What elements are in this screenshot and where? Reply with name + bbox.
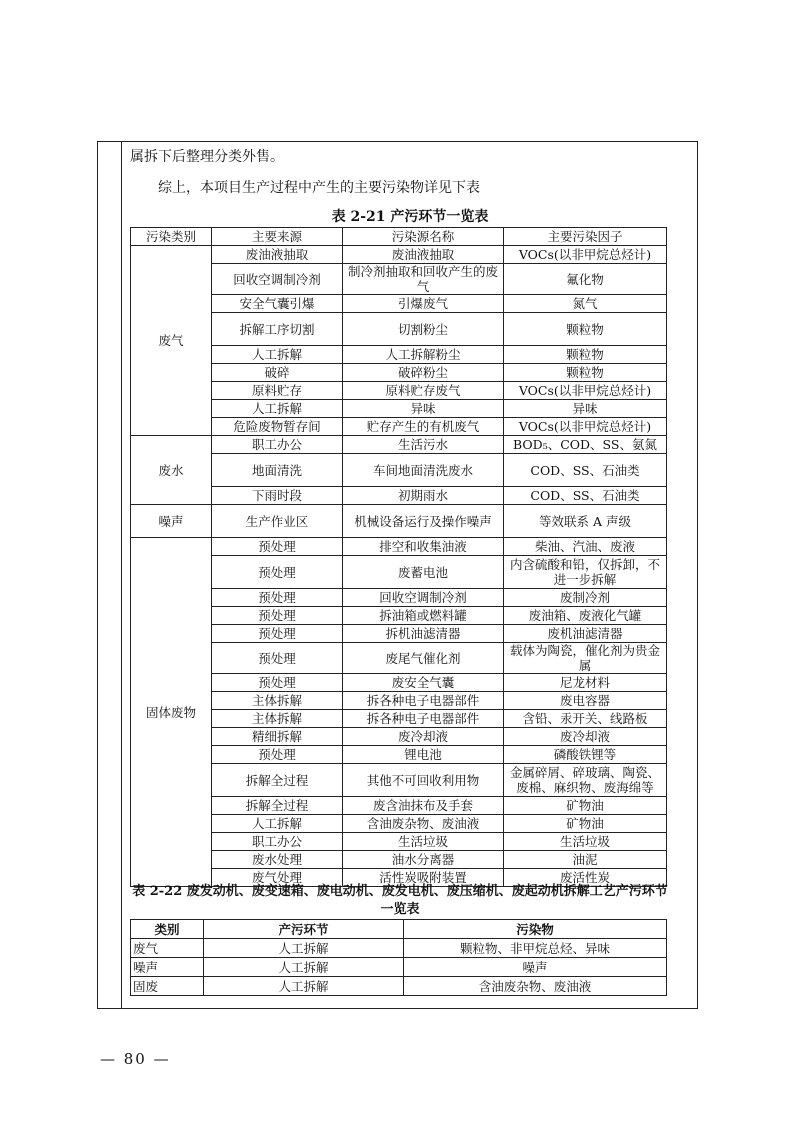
table-row (131, 851, 667, 869)
source-cell: 主体拆解 (212, 710, 343, 728)
pollutant-cell: 尼龙材料 (504, 674, 667, 692)
table-row (131, 815, 667, 833)
source-cell: 职工办公 (212, 833, 343, 851)
column-header: 主要来源 (212, 228, 343, 246)
pollution-source-cell: 人工拆解粉尘 (343, 346, 504, 364)
source-cell: 预处理 (212, 607, 343, 625)
source-cell: 拆解全过程 (212, 764, 343, 797)
column-header: 污染物 (404, 920, 667, 939)
pollution-source-cell: 油水分离器 (343, 851, 504, 869)
table-2-22-caption: 表 2-22 废发动机、废变速箱、废电动机、废发电机、废压缩机、废起动机拆解工艺产污环节一览表 (132, 884, 668, 917)
pollution-source-cell: 回收空调制冷剂 (343, 589, 504, 607)
pollution-source-cell: 机械设备运行及操作噪声 (343, 505, 504, 538)
pollution-source-cell: 活性炭吸附装置 (343, 869, 504, 887)
page-number: — 80 — (100, 1050, 171, 1068)
pollutant-cell: 金属碎屑、碎玻璃、陶瓷、废棉、麻织物、废海绵等 (504, 764, 667, 797)
source-cell: 预处理 (212, 556, 343, 589)
source-cell: 人工拆解 (212, 346, 343, 364)
pollutant-cell: 等效联系 A 声级 (504, 505, 667, 538)
pollutant-cell: 矿物油 (504, 797, 667, 815)
source-cell: 回收空调制冷剂 (212, 264, 343, 295)
intro-paragraph-line2: 综上，本项目生产过程中产生的主要污染物详见下表 (158, 180, 480, 196)
table-row (131, 364, 667, 382)
source-cell: 职工办公 (212, 436, 343, 454)
table-row (131, 487, 667, 505)
pollutant-cell: VOCs(以非甲烷总烃计) (504, 418, 667, 436)
pollutant-cell: 载体为陶瓷，催化剂为贵金属 (504, 643, 667, 674)
pollution-source-cell: 废含油抹布及手套 (343, 797, 504, 815)
table-row (131, 643, 667, 674)
table-row (131, 833, 667, 851)
pollution-source-cell: 原料贮存废气 (343, 382, 504, 400)
table-row (131, 505, 667, 538)
source-cell: 拆解全过程 (212, 797, 343, 815)
intro-paragraph-line1: 属拆下后整理分类外售。 (130, 149, 284, 165)
pollutant-cell: 颗粒物 (504, 346, 667, 364)
pollution-source-cell: 其他不可回收利用物 (343, 764, 504, 797)
source-cell: 废水处理 (212, 851, 343, 869)
pollutant-cell: 柴油、汽油、废液 (504, 538, 667, 556)
pollutant-cell: 废冷却液 (504, 728, 667, 746)
pollutant-cell: 油泥 (504, 851, 667, 869)
source-cell: 安全气囊引爆 (212, 295, 343, 313)
stage-cell: 人工拆解 (204, 958, 404, 977)
table-header-row (131, 920, 667, 939)
table-row (131, 728, 667, 746)
pollutant-cell: 颗粒物、非甲烷总烃、异味 (404, 939, 667, 958)
table-2-22 (130, 919, 667, 996)
source-cell: 精细拆解 (212, 728, 343, 746)
pollution-source-cell: 制冷剂抽取和回收产生的废气 (343, 264, 504, 295)
column-header: 主要污染因子 (504, 228, 667, 246)
table-row (131, 674, 667, 692)
pollutant-cell: 废活性炭 (504, 869, 667, 887)
pollutant-cell: COD、SS、石油类 (504, 487, 667, 505)
pollutant-cell: 噪声 (404, 958, 667, 977)
category-cell: 固体废物 (131, 538, 212, 887)
pollutant-cell: 废电容器 (504, 692, 667, 710)
pollution-source-cell: 引爆废气 (343, 295, 504, 313)
pollutant-cell: 矿物油 (504, 815, 667, 833)
pollution-source-cell: 拆各种电子电器部件 (343, 692, 504, 710)
pollution-source-cell: 生活垃圾 (343, 833, 504, 851)
pollution-source-cell: 含油废杂物、废油液 (343, 815, 504, 833)
source-cell: 预处理 (212, 538, 343, 556)
pollution-source-cell: 初期雨水 (343, 487, 504, 505)
column-header: 污染源名称 (343, 228, 504, 246)
source-cell: 地面清洗 (212, 454, 343, 487)
source-cell: 下雨时段 (212, 487, 343, 505)
column-header: 类别 (131, 920, 204, 939)
pollutant-cell: 颗粒物 (504, 313, 667, 346)
table-row (131, 939, 667, 958)
pollution-source-cell: 锂电池 (343, 746, 504, 764)
category-cell: 噪声 (131, 958, 204, 977)
pollutant-cell: COD、SS、石油类 (504, 454, 667, 487)
pollutant-cell: 氟化物 (504, 264, 667, 295)
source-cell: 预处理 (212, 674, 343, 692)
source-cell: 危险废物暂存间 (212, 418, 343, 436)
pollution-source-cell: 生活污水 (343, 436, 504, 454)
column-header: 产污环节 (204, 920, 404, 939)
source-cell: 预处理 (212, 589, 343, 607)
source-cell: 预处理 (212, 746, 343, 764)
table-row (131, 607, 667, 625)
pollution-source-cell: 废尾气催化剂 (343, 643, 504, 674)
table-row (131, 418, 667, 436)
table-row (131, 710, 667, 728)
table-row (131, 556, 667, 589)
pollution-source-cell: 废油液抽取 (343, 246, 504, 264)
pollution-source-cell: 废冷却液 (343, 728, 504, 746)
source-cell: 人工拆解 (212, 400, 343, 418)
pollution-source-cell: 拆机油滤清器 (343, 625, 504, 643)
stage-cell: 人工拆解 (204, 977, 404, 996)
category-cell: 废气 (131, 939, 204, 958)
pollutant-cell: 废油箱、废液化气罐 (504, 607, 667, 625)
pollution-source-cell: 拆油箱或燃料罐 (343, 607, 504, 625)
pollution-source-cell: 异味 (343, 400, 504, 418)
pollution-source-cell: 废安全气囊 (343, 674, 504, 692)
pollution-source-cell: 破碎粉尘 (343, 364, 504, 382)
category-cell: 废水 (131, 436, 212, 505)
table-2-21 (130, 227, 667, 887)
table-row (131, 764, 667, 797)
table-row (131, 977, 667, 996)
table-row (131, 382, 667, 400)
pollutant-cell: 含铅、汞开关、线路板 (504, 710, 667, 728)
table-row (131, 589, 667, 607)
pollutant-cell: 含油废杂物、废油液 (404, 977, 667, 996)
table-2-21-caption: 表 2-21 产污环节一览表 (331, 209, 489, 225)
pollutant-cell: 内含硫酸和铅，仅拆卸，不进一步拆解 (504, 556, 667, 589)
source-cell: 破碎 (212, 364, 343, 382)
table-row (131, 246, 667, 264)
left-margin-column (98, 142, 122, 1008)
table-row (131, 313, 667, 346)
source-cell: 废气处理 (212, 869, 343, 887)
pollutant-cell: 氮气 (504, 295, 667, 313)
category-cell: 固废 (131, 977, 204, 996)
table-row (131, 400, 667, 418)
table-header-row (131, 228, 667, 246)
pollutant-cell: 异味 (504, 400, 667, 418)
pollution-source-cell: 车间地面清洗废水 (343, 454, 504, 487)
pollutant-cell: VOCs(以非甲烷总烃计) (504, 246, 667, 264)
pollutant-cell: 生活垃圾 (504, 833, 667, 851)
pollutant-cell: BOD₅、COD、SS、氨氮 (504, 436, 667, 454)
table-row (131, 538, 667, 556)
pollutant-cell: 磷酸铁锂等 (504, 746, 667, 764)
table-row (131, 692, 667, 710)
pollution-source-cell: 拆各种电子电器部件 (343, 710, 504, 728)
pollution-source-cell: 切割粉尘 (343, 313, 504, 346)
table-row (131, 746, 667, 764)
pollution-source-cell: 排空和收集油液 (343, 538, 504, 556)
pollution-source-cell: 贮存产生的有机废气 (343, 418, 504, 436)
table-row (131, 346, 667, 364)
table-row (131, 958, 667, 977)
category-cell: 噪声 (131, 505, 212, 538)
table-row (131, 797, 667, 815)
pollutant-cell: 废机油滤清器 (504, 625, 667, 643)
column-header: 污染类别 (131, 228, 212, 246)
table-row (131, 436, 667, 454)
source-cell: 人工拆解 (212, 815, 343, 833)
source-cell: 拆解工序切割 (212, 313, 343, 346)
category-cell: 废气 (131, 246, 212, 436)
source-cell: 预处理 (212, 643, 343, 674)
pollutant-cell: VOCs(以非甲烷总烃计) (504, 382, 667, 400)
table-row (131, 625, 667, 643)
pollutant-cell: 废制冷剂 (504, 589, 667, 607)
source-cell: 生产作业区 (212, 505, 343, 538)
source-cell: 主体拆解 (212, 692, 343, 710)
source-cell: 原料贮存 (212, 382, 343, 400)
pollution-source-cell: 废蓄电池 (343, 556, 504, 589)
pollutant-cell: 颗粒物 (504, 364, 667, 382)
source-cell: 废油液抽取 (212, 246, 343, 264)
stage-cell: 人工拆解 (204, 939, 404, 958)
table-row (131, 295, 667, 313)
table-row (131, 454, 667, 487)
source-cell: 预处理 (212, 625, 343, 643)
table-row (131, 264, 667, 295)
